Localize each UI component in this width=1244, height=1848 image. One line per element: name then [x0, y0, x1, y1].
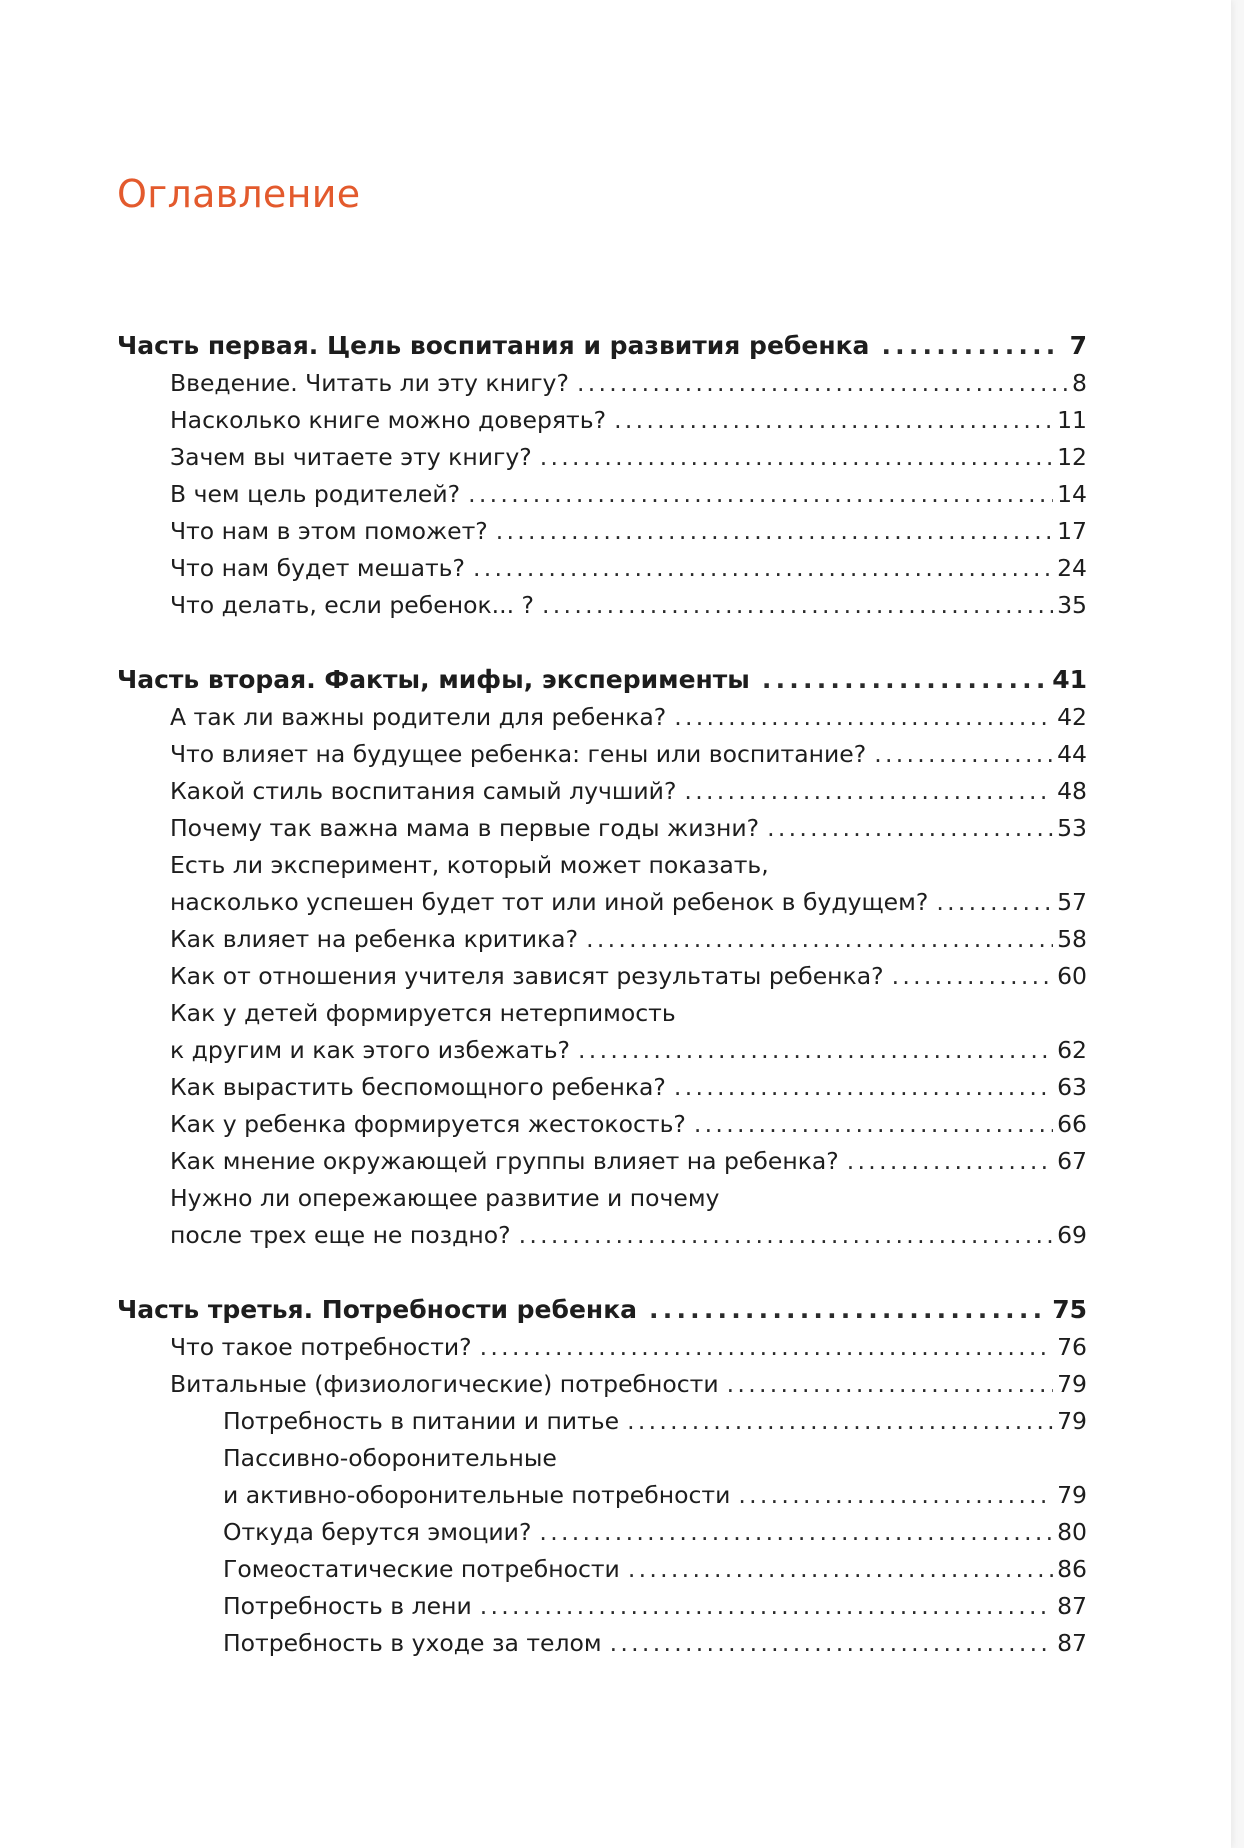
toc-subentry[interactable] — [117, 1509, 1087, 1546]
toc-entry-label: Как от отношения учителя зависят результаты ребенка? — [170, 962, 884, 990]
dot-leader — [762, 665, 1044, 694]
toc-entry[interactable] — [117, 1101, 1087, 1138]
toc-entry-label: и активно-оборонительные потребности — [223, 1481, 731, 1509]
dot-leader — [727, 1370, 1053, 1398]
toc-entry-label: Что нам в этом поможет? — [170, 517, 488, 545]
toc-entry[interactable] — [117, 1361, 1087, 1398]
dot-leader — [496, 517, 1053, 545]
toc-entry-first-line[interactable] — [117, 842, 1087, 879]
toc-section-part-1 — [117, 322, 1087, 619]
toc-page-number: 7 — [1069, 331, 1087, 360]
toc-entry[interactable] — [117, 1027, 1087, 1064]
dot-leader — [480, 1592, 1053, 1620]
toc-page-number: 53 — [1057, 814, 1087, 842]
toc-part-heading[interactable] — [117, 322, 1087, 360]
dot-leader — [586, 925, 1053, 953]
toc-entry-label: Что такое потребности? — [170, 1333, 472, 1361]
toc-entry[interactable] — [117, 953, 1087, 990]
toc-page-number: 11 — [1057, 406, 1087, 434]
dot-leader — [627, 1407, 1053, 1435]
toc-page-number: 41 — [1052, 665, 1087, 694]
dot-leader — [542, 591, 1053, 619]
toc-page-number: 24 — [1057, 554, 1087, 582]
toc-entry[interactable] — [117, 397, 1087, 434]
toc-entry-label: Есть ли эксперимент, который может показать, — [170, 851, 769, 879]
dot-leader — [577, 369, 1068, 397]
toc-entry-label: Введение. Читать ли эту книгу? — [170, 369, 569, 397]
toc-page-number: 87 — [1057, 1592, 1087, 1620]
toc-entry-label: Откуда берутся эмоции? — [223, 1518, 532, 1546]
dot-leader — [480, 1333, 1053, 1361]
toc-subentry[interactable] — [117, 1546, 1087, 1583]
toc-entry[interactable] — [117, 582, 1087, 619]
toc-part-title: Часть первая. Цель воспитания и развития ребенка — [117, 331, 870, 360]
dot-leader — [881, 331, 1061, 360]
toc-entry-label: после трех еще не поздно? — [170, 1221, 511, 1249]
toc-entry-label: Что влияет на будущее ребенка: гены или воспитание? — [170, 740, 867, 768]
toc-page-number: 14 — [1057, 480, 1087, 508]
toc-entry-label: насколько успешен будет тот или иной ребенок в будущем? — [170, 888, 929, 916]
dot-leader — [767, 814, 1053, 842]
page-title: Оглавление — [117, 172, 361, 216]
toc-page-number: 17 — [1057, 517, 1087, 545]
toc-page-number: 35 — [1057, 591, 1087, 619]
toc-entry-label: Как у детей формируется нетерпимость — [170, 999, 676, 1027]
toc-page-number: 62 — [1057, 1036, 1087, 1064]
toc-part-heading[interactable] — [117, 656, 1087, 694]
toc-page-number: 66 — [1057, 1110, 1087, 1138]
toc-page-number: 12 — [1057, 443, 1087, 471]
toc-part-title: Часть вторая. Факты, мифы, эксперименты — [117, 665, 750, 694]
toc-entry-label: Потребность в питании и питье — [223, 1407, 620, 1435]
toc-page-number: 76 — [1057, 1333, 1087, 1361]
toc-entry-label: к другим и как этого избежать? — [170, 1036, 571, 1064]
toc-subentry-first-line[interactable] — [117, 1435, 1087, 1472]
dot-leader — [628, 1555, 1053, 1583]
toc-entry[interactable] — [117, 471, 1087, 508]
toc-page-number: 79 — [1057, 1370, 1087, 1398]
toc-subentry[interactable] — [117, 1398, 1087, 1435]
toc-entry[interactable] — [117, 1324, 1087, 1361]
toc-page-number: 58 — [1057, 925, 1087, 953]
toc-entry-label: Что нам будет мешать? — [170, 554, 465, 582]
toc-entry-label: Зачем вы читаете эту книгу? — [170, 443, 532, 471]
toc-entry-label: Пассивно-оборонительные — [223, 1444, 557, 1472]
dot-leader — [892, 962, 1054, 990]
dot-leader — [694, 1110, 1053, 1138]
toc-entry-first-line[interactable] — [117, 990, 1087, 1027]
toc-subentry[interactable] — [117, 1620, 1087, 1657]
toc-entry[interactable] — [117, 694, 1087, 731]
toc-page-number: 86 — [1057, 1555, 1087, 1583]
toc-entry-label: А так ли важны родители для ребенка? — [170, 703, 667, 731]
toc-page-number: 57 — [1057, 888, 1087, 916]
toc-entry-label: Как у ребенка формируется жестокость? — [170, 1110, 686, 1138]
toc-subentry[interactable] — [117, 1583, 1087, 1620]
dot-leader — [578, 1036, 1053, 1064]
dot-leader — [540, 443, 1053, 471]
dot-leader — [539, 1518, 1053, 1546]
dot-leader — [847, 1147, 1053, 1175]
toc-entry[interactable] — [117, 1064, 1087, 1101]
toc-entry-label: Витальные (физиологические) потребности — [170, 1370, 719, 1398]
toc-entry-label: Что делать, если ребенок... ? — [170, 591, 535, 619]
toc-entry[interactable] — [117, 879, 1087, 916]
toc-entry-label: В чем цель родителей? — [170, 480, 461, 508]
toc-page-number: 48 — [1057, 777, 1087, 805]
toc-page-number: 67 — [1057, 1147, 1087, 1175]
table-of-contents — [117, 322, 1087, 1657]
toc-part-heading[interactable] — [117, 1286, 1087, 1324]
toc-entry-label: Как влияет на ребенка критика? — [170, 925, 579, 953]
toc-entry-label: Как вырастить беспомощного ребенка? — [170, 1073, 666, 1101]
toc-entry[interactable] — [117, 916, 1087, 953]
toc-section-part-2 — [117, 656, 1087, 1249]
toc-entry-label: Потребность в уходе за телом — [223, 1629, 602, 1657]
toc-entry-label: Нужно ли опережающее развитие и почему — [170, 1184, 720, 1212]
toc-entry[interactable] — [117, 1138, 1087, 1175]
toc-subentry[interactable] — [117, 1472, 1087, 1509]
dot-leader — [874, 740, 1053, 768]
dot-leader — [674, 703, 1053, 731]
dot-leader — [738, 1481, 1053, 1509]
toc-page-number: 79 — [1057, 1481, 1087, 1509]
toc-page-number: 80 — [1057, 1518, 1087, 1546]
toc-page-number: 8 — [1072, 369, 1087, 397]
toc-entry-first-line[interactable] — [117, 1175, 1087, 1212]
dot-leader — [610, 1629, 1053, 1657]
toc-part-title: Часть третья. Потребности ребенка — [117, 1295, 638, 1324]
toc-entry-label: Почему так важна мама в первые годы жизни? — [170, 814, 760, 842]
dot-leader — [649, 1295, 1044, 1324]
toc-page-number: 44 — [1057, 740, 1087, 768]
toc-entry[interactable] — [117, 434, 1087, 471]
toc-entry-label: Потребность в лени — [223, 1592, 472, 1620]
toc-entry[interactable] — [117, 545, 1087, 582]
toc-entry[interactable] — [117, 508, 1087, 545]
toc-entry[interactable] — [117, 1212, 1087, 1249]
dot-leader — [468, 480, 1053, 508]
toc-entry-label: Гомеостатические потребности — [223, 1555, 620, 1583]
toc-page-number: 79 — [1057, 1407, 1087, 1435]
dot-leader — [936, 888, 1053, 916]
toc-page-number: 75 — [1052, 1295, 1087, 1324]
toc-page-number: 63 — [1057, 1073, 1087, 1101]
toc-entry[interactable] — [117, 805, 1087, 842]
dot-leader — [674, 1073, 1053, 1101]
dot-leader — [519, 1221, 1054, 1249]
toc-entry-label: Какой стиль воспитания самый лучший? — [170, 777, 677, 805]
toc-entry-label: Насколько книге можно доверять? — [170, 406, 607, 434]
toc-page-number: 87 — [1057, 1629, 1087, 1657]
toc-page-number: 42 — [1057, 703, 1087, 731]
toc-entry[interactable] — [117, 768, 1087, 805]
toc-entry[interactable] — [117, 731, 1087, 768]
toc-page-number: 60 — [1057, 962, 1087, 990]
toc-entry[interactable] — [117, 360, 1087, 397]
toc-entry-label: Как мнение окружающей группы влияет на ребенка? — [170, 1147, 839, 1175]
dot-leader — [614, 406, 1053, 434]
dot-leader — [684, 777, 1053, 805]
toc-section-part-3 — [117, 1286, 1087, 1657]
toc-page-number: 69 — [1057, 1221, 1087, 1249]
dot-leader — [473, 554, 1053, 582]
